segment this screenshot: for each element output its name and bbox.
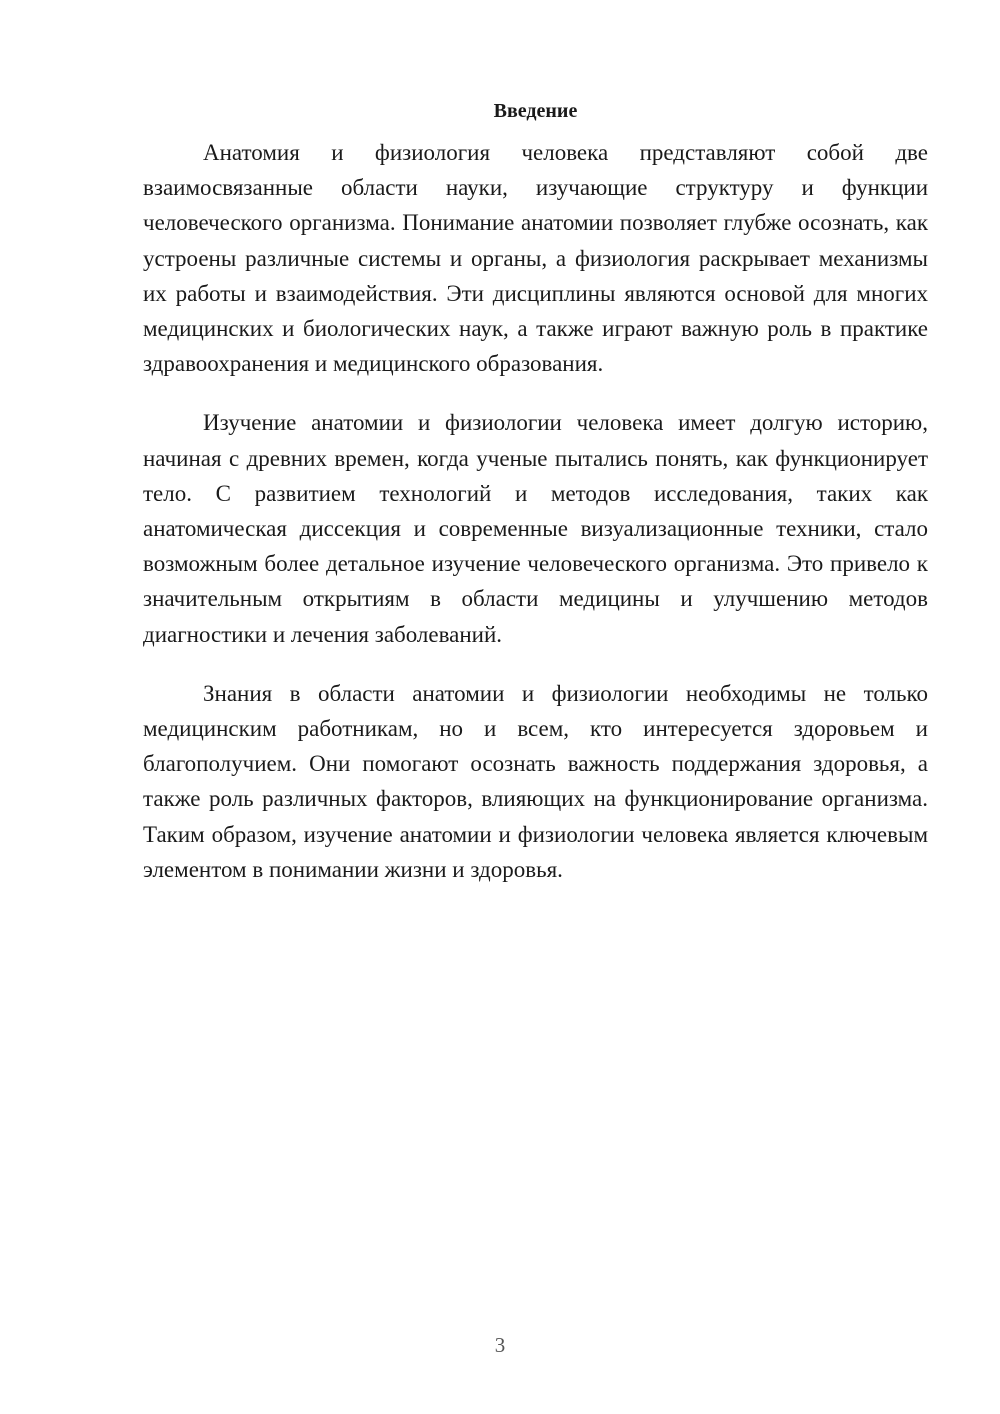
page-title: Введение xyxy=(493,100,578,122)
page-number: 3 xyxy=(494,1333,506,1357)
paragraph-1: Анатомия и физиология человека представляют собой две взаимосвязанные области науки, изучающие структуру и функции человеческого организма. Понимание анатомии позволяет глубже осознать, как устроены различные системы и органы, а физиология раскрывает механизмы их работы и взаимодействия. Эти дисциплины являются основой для многих медицинских и биологических наук, а также играют важную роль в практике здравоохранения и медицинского образования. xyxy=(143,140,928,377)
paragraph-3: Знания в области анатомии и физиологии необходимы не только медицинским работникам, но и всем, кто интересуется здоровьем и благополучием. Они помогают осознать важность поддержания здоровья, а также роль различных факторов, влияющих на функционирование организма. Таким образом, изучение анатомии и физиологии человека является ключевым элементом в понимании жизни и здоровья. xyxy=(143,680,928,882)
document-body xyxy=(143,95,928,911)
paragraph-2: Изучение анатомии и физиологии человека имеет долгую историю, начиная с древних времен, когда ученые пытались понять, как функционирует тело. С развитием технологий и методов исследования, таких как анатомическая диссекция и современные визуализационные техники, стало возможным более детальное изучение человеческого организма. Это привело к значительным открытиям в области медицины и улучшению методов диагностики и лечения заболеваний. xyxy=(143,410,928,647)
